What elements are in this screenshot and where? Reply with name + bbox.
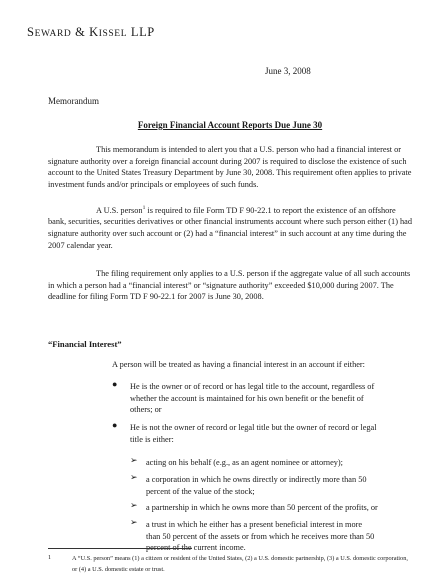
memo-date: June 3, 2008 xyxy=(265,66,311,76)
firm-name: SEWARD & KISSEL LLP xyxy=(27,25,155,39)
paragraph-intro: This memorandum is intended to alert you that a U.S. person who had a financial interest or signature authority over a foreign financial account during 2007 is required to disclose the existence of such account to the United States Treasury Department by June 30, 2008. This requirement often applies to private investment funds and/or principals or employees of such funds. xyxy=(48,145,412,189)
paragraph-threshold: The filing requirement only applies to a U.S. person if the aggregate value of all such accounts in which a person had a “financial interest” or “signature authority” exceeded $10,000 during 2007. The deadline for filing Form TD F 90-22.1 for 2007 is June 30, 2008. xyxy=(48,269,411,302)
arrow-bullet-icon: ➢ xyxy=(130,455,138,465)
bullet-icon: ● xyxy=(112,379,118,389)
list-item: He is not the owner of record or legal title but the owner of record or legal title is either: xyxy=(130,423,377,444)
sub-list-item: a corporation in which he owns directly or indirectly more than 50 percent of the value of the stock; xyxy=(146,475,367,496)
paragraph-filing: A U.S. person$^1$ is required to file Form TD F 90-22.1 to report the existence of an offshore bank, securities, securities derivatives or other financial instruments account where such person either (1) had signature authority over such account or (2) had a “financial interest” in such account at any time during the 2007 calendar year. xyxy=(48,205,413,250)
section-intro: A person will be treated as having a financial interest in an account if either: xyxy=(112,360,365,369)
memo-title: Foreign Financial Account Reports Due June 30 xyxy=(137,120,323,130)
document-type: Memorandum xyxy=(48,96,99,106)
footnote-ref: 1 xyxy=(142,205,146,211)
section-heading: “Financial Interest” xyxy=(48,339,122,349)
sub-list-item: a trust in which he either has a present beneficial interest in more than 50 percent of the assets or from which he receives more than 50 percent of the current income. xyxy=(146,520,375,553)
sub-list-item: a partnership in which he owns more than 50 percent of the profits, or xyxy=(146,503,378,512)
arrow-bullet-icon: ➢ xyxy=(130,517,138,527)
footnote-text: A “U.S. person” means (1) a citizen or resident of the United States, (2) a U.S. domestic partnership, (3) a U.S. domestic corporation, or (4) a U.S. domestic estate or trust. xyxy=(72,555,408,573)
bullet-icon: ● xyxy=(112,420,118,430)
sub-list-item: acting on his behalf (e.g., as an agent nominee or attorney); xyxy=(146,458,343,467)
list-item: He is the owner or of record or has legal title to the account, regardless of whether the account is maintained for his own benefit or the benefit of others; or xyxy=(130,382,375,415)
footnote-divider xyxy=(48,548,192,549)
arrow-bullet-icon: ➢ xyxy=(130,472,138,482)
arrow-bullet-icon: ➢ xyxy=(130,500,138,510)
footnote-number: 1 xyxy=(48,554,52,561)
